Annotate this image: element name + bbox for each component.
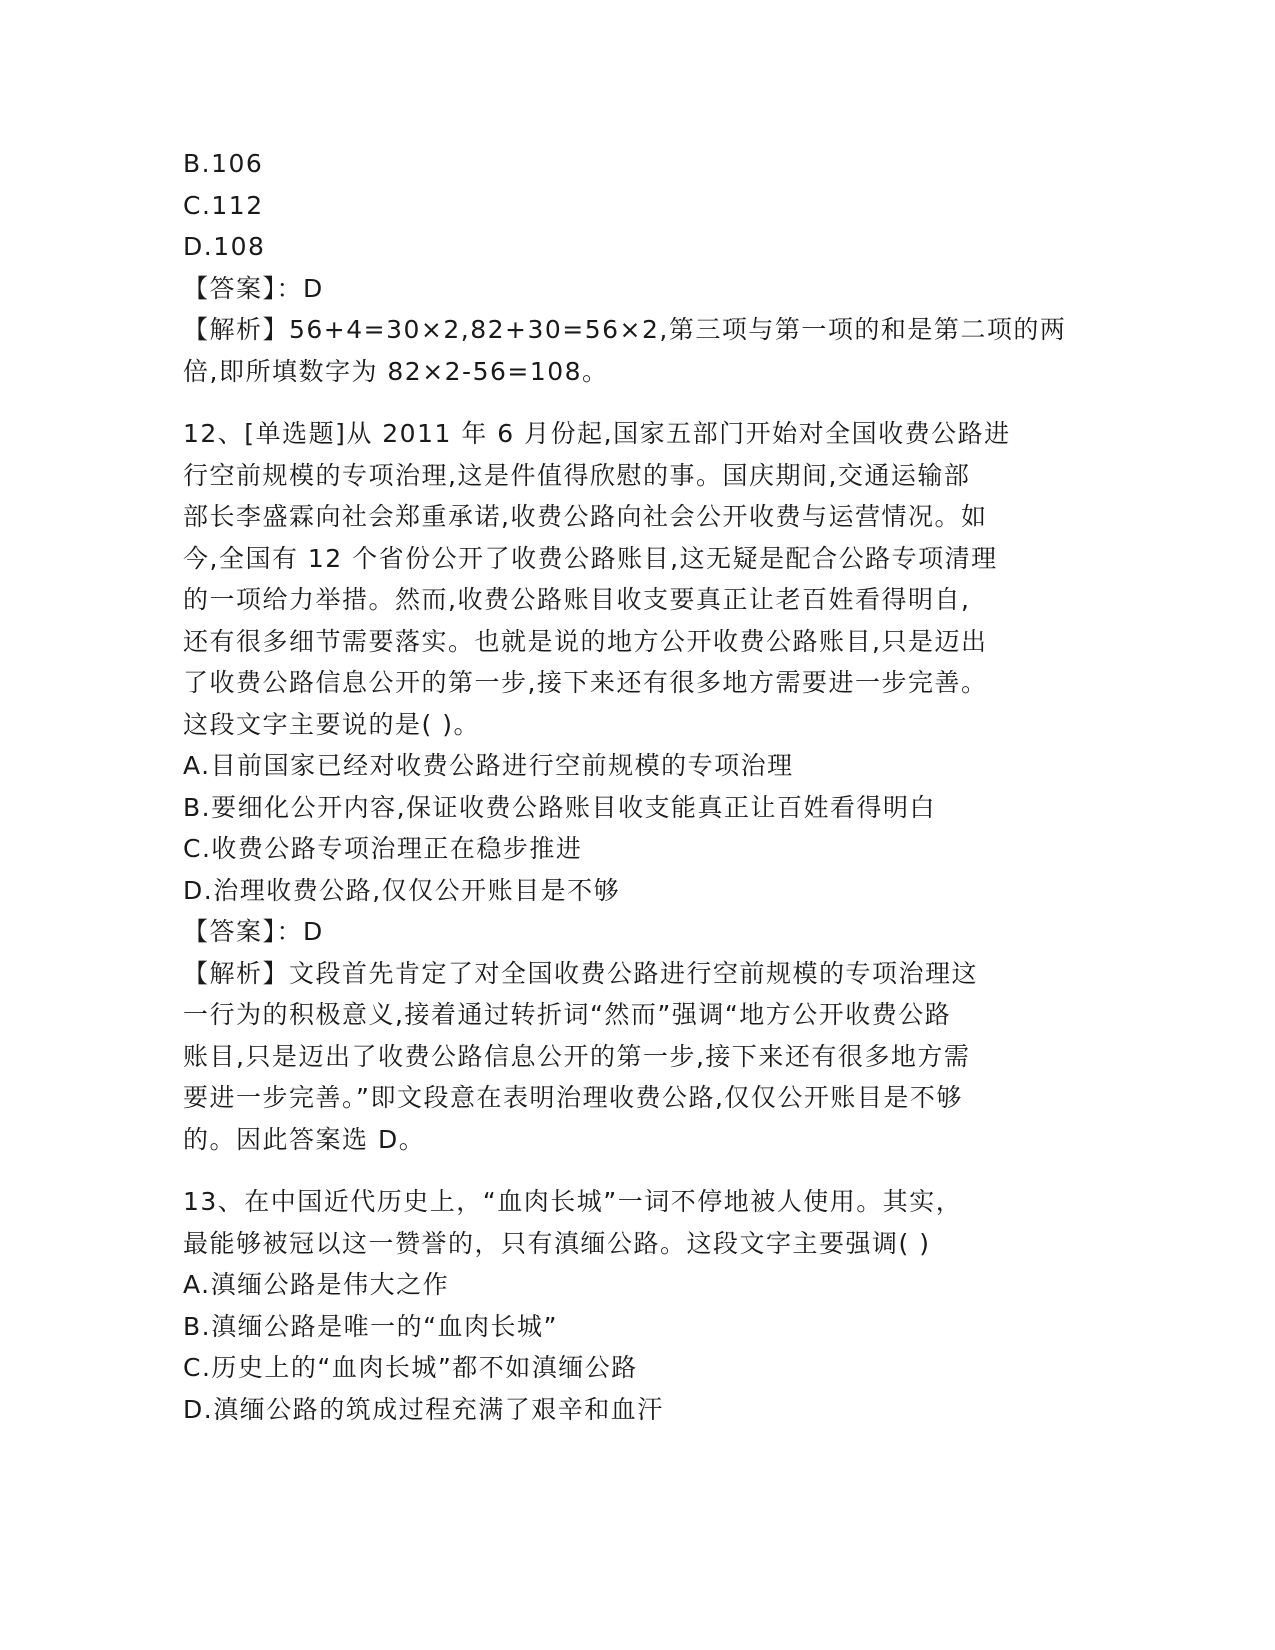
question-stem-line: 行空前规模的专项治理,这是件值得欣慰的事。国庆期间,交通运输部 <box>183 460 971 490</box>
question-stem-line: 13、在中国近代历史上，“血肉长城”一词不停地被人使用。其实， <box>183 1187 963 1216</box>
option-a: A.滇缅公路是伟大之作 <box>183 1270 450 1299</box>
question-13 <box>183 1181 1063 1430</box>
question-stem-line: 这段文字主要说的是( )。 <box>183 709 480 739</box>
analysis-line: 【解析】文段首先肯定了对全国收费公路进行空前规模的专项治理这 <box>183 958 979 988</box>
option-a: A.目前国家已经对收费公路进行空前规模的专项治理 <box>183 751 794 780</box>
answer: 【答案】：D <box>183 273 324 303</box>
analysis-line: 的。因此答案选 D。 <box>183 1124 426 1154</box>
option-b: B.106 <box>183 149 264 178</box>
question-stem-line: 的一项给力举措。然而,收费公路账目收支要真正让老百姓看得明自, <box>183 585 971 614</box>
document-page <box>183 143 1067 1430</box>
analysis-line: 【解析】56+4=30×2,82+30=56×2,第三项与第一项的和是第二项的两 <box>183 315 1067 344</box>
spacer <box>183 392 1063 413</box>
answer: 【答案】：D <box>183 917 324 946</box>
spacer <box>183 1160 1063 1181</box>
option-d: D.滇缅公路的筑成过程充满了艰辛和血汗 <box>183 1394 664 1424</box>
question-stem-line: 今,全国有 12 个省份公开了收费公路账目,这无疑是配合公路专项清理 <box>183 543 998 573</box>
question-stem-line: 部长李盛霖向社会郑重承诺,收费公路向社会公开收费与运营情况。如 <box>183 502 988 531</box>
question-stem-line: 还有很多细节需要落实。也就是说的地方公开收费公路账目,只是迈出 <box>183 626 988 656</box>
option-c: C.收费公路专项治理正在稳步推进 <box>183 834 583 863</box>
question-12 <box>183 413 1063 1160</box>
option-c: C.历史上的“血肉长城”都不如滇缅公路 <box>183 1353 638 1382</box>
analysis-line: 一行为的积极意义,接着通过转折词“然而”强调“地方公开收费公路 <box>183 1000 952 1029</box>
option-d: D.治理收费公路,仅仅公开账目是不够 <box>183 875 621 905</box>
question-stem-line: 最能够被冠以这一赞誉的，只有滇缅公路。这段文字主要强调( ) <box>183 1228 931 1258</box>
option-b: B.滇缅公路是唯一的“血肉长城” <box>183 1311 559 1341</box>
question-stem-line: 了收费公路信息公开的第一步,接下来还有很多地方需要进一步完善。 <box>183 668 988 697</box>
question-11 <box>183 143 1067 392</box>
analysis-line: 要进一步完善。”即文段意在表明治理收费公路,仅仅公开账目是不够 <box>183 1083 963 1112</box>
analysis-line: 倍,即所填数字为 82×2-56=108。 <box>183 356 609 386</box>
option-c: C.112 <box>183 190 264 220</box>
question-stem-line: 12、[单选题]从 2011 年 6 月份起,国家五部门开始对全国收费公路进 <box>183 419 1011 448</box>
option-b: B.要细化公开内容,保证收费公路账目收支能真正让百姓看得明白 <box>183 792 937 822</box>
option-d: D.108 <box>183 232 266 261</box>
analysis-line: 账目,只是迈出了收费公路信息公开的第一步,接下来还有很多地方需 <box>183 1041 971 1071</box>
